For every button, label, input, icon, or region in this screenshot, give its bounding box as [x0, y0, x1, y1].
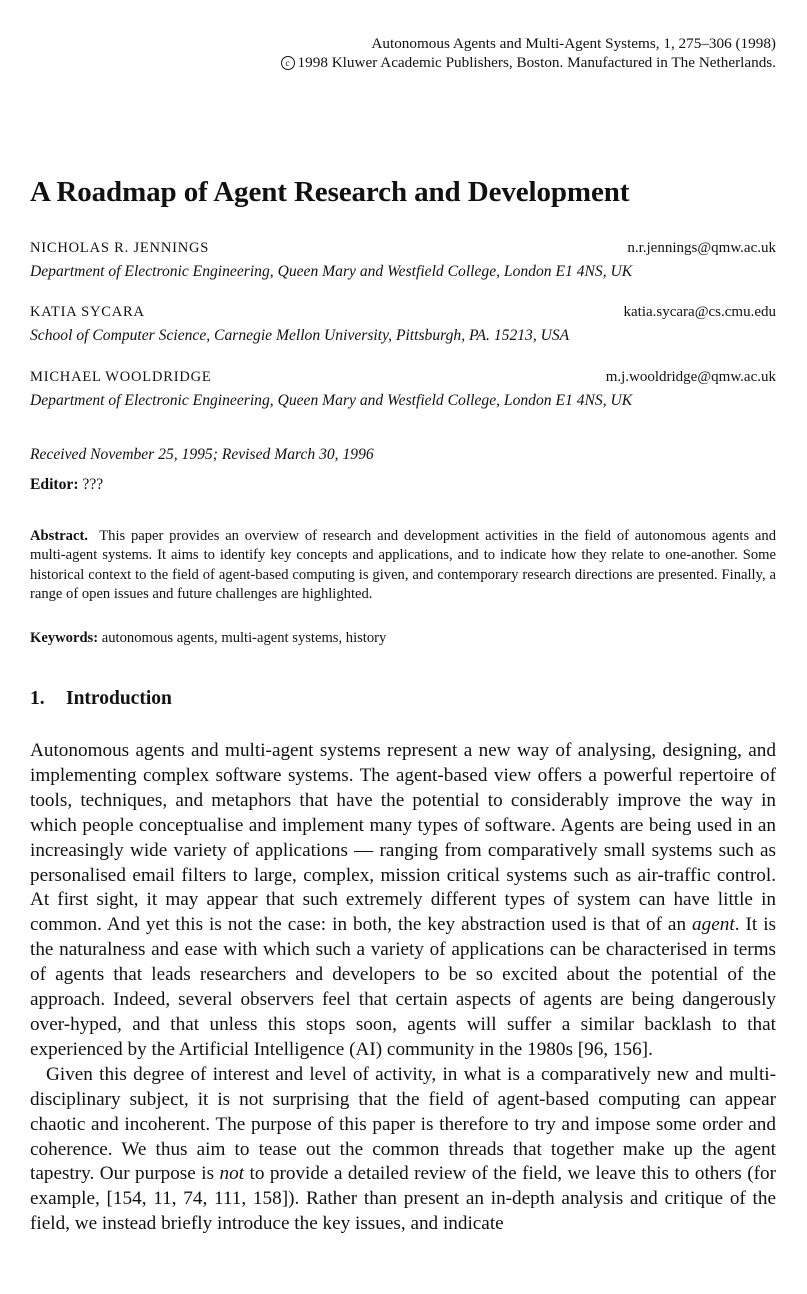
paragraph-text: to provide a detailed review of the field, we leave this to others (for example, [154, 11, 74, 111, 158]). Rather than present an in-depth analysis and critique of the field, we instead briefly introduce the key issues, and indicate: [30, 1163, 776, 1235]
body-paragraph: [30, 739, 776, 1063]
section-title: Introduction: [66, 688, 172, 709]
author-name: NICHOLAS R. JENNINGS: [30, 240, 210, 256]
paragraph-text: Given this degree of interest and level of activity, in what is a comparatively new and multi-disciplinary subject, it is not surprising that the field of agent-based computing can appear chaotic and incoherent. The purpose of this paper is therefore to try and impose some order and coherence. We thus aim to tease out the common threads that together make up the agent tapestry. Our purpose is: [30, 1063, 776, 1185]
keywords: [30, 630, 386, 647]
abstract: [30, 527, 776, 605]
author-affiliation: Department of Electronic Engineering, Queen Mary and Westfield College, London E1 4NS, UK: [30, 392, 633, 409]
author-block: [30, 369, 776, 410]
author-email: katia.sycara@cs.cmu.edu: [623, 304, 776, 320]
author-email: n.r.jennings@qmw.ac.uk: [627, 240, 776, 256]
editor-line: [30, 476, 103, 494]
journal-header: [281, 34, 776, 72]
author-name: KATIA SYCARA: [30, 304, 145, 320]
paragraph-text: . It is the naturalness and ease with which such a variety of applications can be characterised in terms of agents that leads researchers and developers to be so excited about the potential of the approach. Indeed, several observers feel that certain aspects of agents are being dangerously over-hyped, and that unless this stops soon, agents will suffer a similar backlash to that experienced by the Artificial Intelligence (AI) community in the 1980s [96, 156].: [30, 914, 776, 1060]
section-number: 1.: [30, 688, 45, 709]
paragraph-text: Autonomous agents and multi-agent systems represent a new way of analysing, designing, and implementing complex software systems. The agent-based view offers a powerful repertoire of tools, techniques, and metaphors that have the potential to considerably improve the way in which people conceptualise and implement many types of software. Agents are being used in an increasingly wide variety of applications — ranging from comparatively small systems such as personalised email filters to large, complex, mission critical systems such as air-traffic control. At first sight, it may appear that such extremely different types of system can have little in common. And yet this is not the case: in both, the key abstraction used is that of an: [30, 740, 776, 936]
copyright-icon: c: [281, 56, 295, 70]
keywords-value: autonomous agents, multi-agent systems, history: [101, 630, 387, 646]
author-affiliation: Department of Electronic Engineering, Queen Mary and Westfield College, London E1 4NS, UK: [30, 263, 633, 280]
section-heading: [30, 688, 172, 710]
emphasis-text: agent: [692, 914, 735, 936]
author-block: [30, 304, 776, 345]
abstract-label: Abstract.: [30, 528, 88, 544]
body-paragraph: [30, 1063, 776, 1237]
section-body: [30, 739, 776, 1237]
received-dates: Received November 25, 1995; Revised March 30, 1996: [30, 446, 374, 463]
author-name: MICHAEL WOOLDRIDGE: [30, 369, 212, 385]
copyright-text: 1998 Kluwer Academic Publishers, Boston. Manufactured in The Netherlands.: [297, 54, 776, 71]
editor-value: ???: [82, 476, 104, 493]
abstract-text: This paper provides an overview of research and development activities in the field of autonomous agents and multi-agent systems. It aims to identify key concepts and applications, and to indicate how they relate to one-another. Some historical context to the field of agent-based computing is given, and contemporary research directions are presented. Finally, a range of open issues and future challenges are highlighted.: [30, 528, 776, 603]
keywords-label: Keywords:: [30, 630, 99, 646]
editor-label: Editor:: [30, 476, 79, 493]
author-block: [30, 240, 776, 281]
author-email: m.j.wooldridge@qmw.ac.uk: [605, 369, 776, 385]
paper-title: A Roadmap of Agent Research and Development: [30, 176, 630, 208]
author-affiliation: School of Computer Science, Carnegie Mellon University, Pittsburgh, PA. 15213, USA: [30, 327, 570, 344]
copyright-line: [281, 53, 776, 72]
journal-citation: Autonomous Agents and Multi-Agent Systems, 1, 275–306 (1998): [371, 35, 776, 52]
emphasis-text: not: [219, 1163, 245, 1185]
